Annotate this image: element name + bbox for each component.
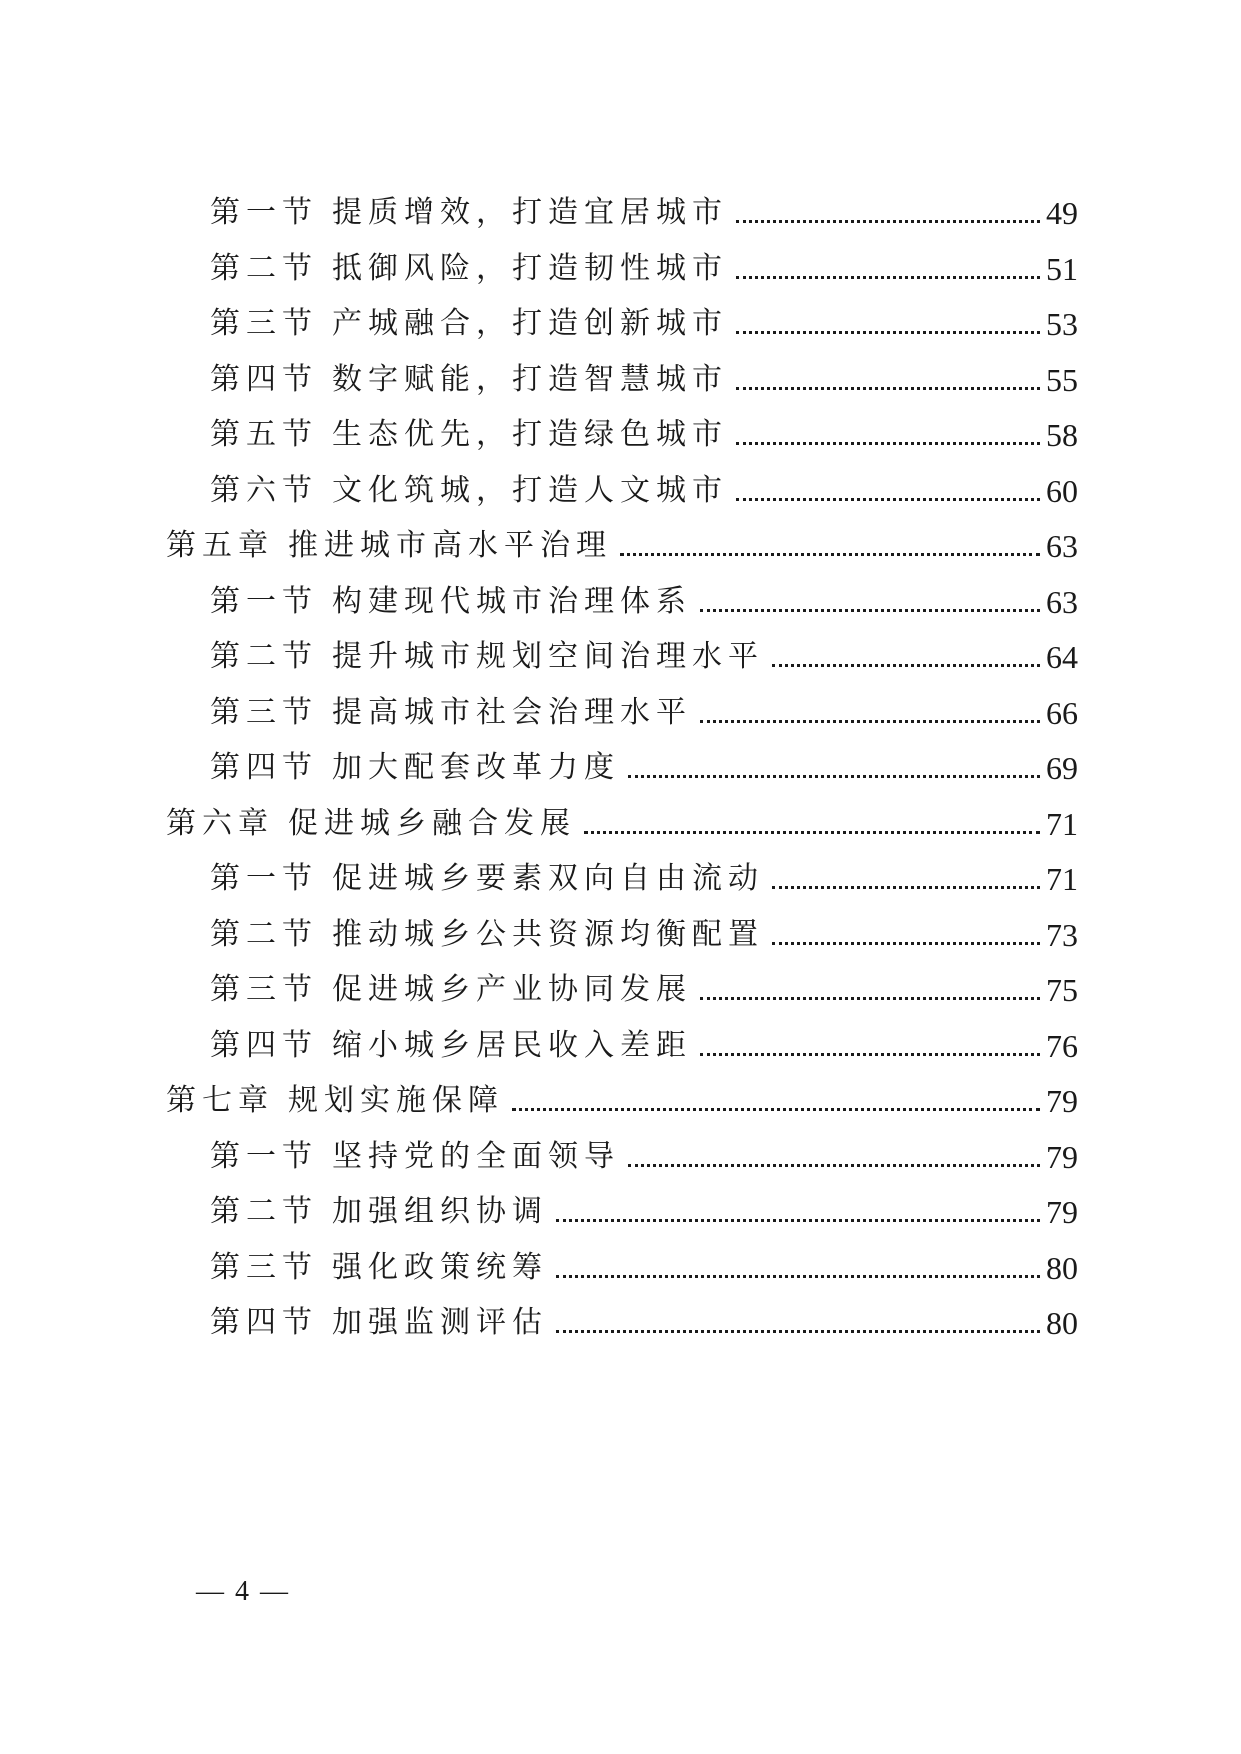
toc-dot-leader bbox=[556, 1219, 1040, 1222]
toc-page-number: 80 bbox=[1046, 1250, 1078, 1286]
toc-entry-label bbox=[210, 413, 728, 457]
toc-entry-number: 第一节 bbox=[210, 1139, 318, 1174]
toc-entry-label bbox=[210, 1301, 548, 1345]
toc-section-entry[interactable] bbox=[210, 1186, 1078, 1234]
toc-entry-title: 推进城市高水平治理 bbox=[288, 528, 612, 563]
toc-dot-leader bbox=[628, 775, 1040, 778]
toc-entry-title: 文化筑城，打造人文城市 bbox=[332, 473, 728, 508]
toc-entry-title: 构建现代城市治理体系 bbox=[332, 584, 692, 619]
toc-page-number: 60 bbox=[1046, 473, 1078, 509]
toc-entry-number: 第一节 bbox=[210, 584, 318, 619]
toc-section-entry[interactable] bbox=[210, 1131, 1078, 1179]
toc-entry-title: 加大配套改革力度 bbox=[332, 750, 620, 785]
toc-entry-label bbox=[210, 913, 764, 957]
toc-entry-number: 第三节 bbox=[210, 1250, 318, 1285]
toc-entry-label bbox=[210, 191, 728, 235]
toc-entry-title: 加强监测评估 bbox=[332, 1305, 548, 1340]
toc-entry-title: 抵御风险，打造韧性城市 bbox=[332, 251, 728, 286]
toc-section-entry[interactable] bbox=[210, 243, 1078, 291]
toc-section-entry[interactable] bbox=[210, 576, 1078, 624]
toc-entry-label bbox=[210, 1135, 620, 1179]
toc-entry-number: 第四节 bbox=[210, 1028, 318, 1063]
toc-entry-label bbox=[210, 469, 728, 513]
toc-page-number: 75 bbox=[1046, 972, 1078, 1008]
toc-entry-number: 第六节 bbox=[210, 473, 318, 508]
toc-entry-number: 第三节 bbox=[210, 695, 318, 730]
toc-entry-label bbox=[210, 1246, 548, 1290]
toc-section-entry[interactable] bbox=[210, 909, 1078, 957]
toc-dot-leader bbox=[772, 886, 1040, 889]
toc-entry-number: 第四节 bbox=[210, 1305, 318, 1340]
toc-page-number: 69 bbox=[1046, 750, 1078, 786]
toc-entry-number: 第三节 bbox=[210, 972, 318, 1007]
toc-section-entry[interactable] bbox=[210, 1242, 1078, 1290]
toc-section-entry[interactable] bbox=[210, 631, 1078, 679]
toc-entry-title: 规划实施保障 bbox=[288, 1083, 504, 1118]
toc-entry-number: 第五节 bbox=[210, 417, 318, 452]
toc-chapter-entry[interactable] bbox=[166, 1075, 1078, 1123]
toc-entry-number: 第一节 bbox=[210, 861, 318, 896]
toc-dot-leader bbox=[736, 442, 1040, 445]
toc-section-entry[interactable] bbox=[210, 964, 1078, 1012]
toc-page-number: 49 bbox=[1046, 195, 1078, 231]
toc-entry-label bbox=[166, 524, 612, 568]
toc-entry-title: 提升城市规划空间治理水平 bbox=[332, 639, 764, 674]
toc-entry-number: 第四节 bbox=[210, 362, 318, 397]
toc-entry-label bbox=[166, 1079, 504, 1123]
toc-section-entry[interactable] bbox=[210, 1297, 1078, 1345]
toc-entry-title: 促进城乡产业协同发展 bbox=[332, 972, 692, 1007]
toc-page-number: 64 bbox=[1046, 639, 1078, 675]
toc-page-number: 73 bbox=[1046, 917, 1078, 953]
toc-entry-title: 提高城市社会治理水平 bbox=[332, 695, 692, 730]
toc-section-entry[interactable] bbox=[210, 298, 1078, 346]
toc-entry-label bbox=[166, 802, 576, 846]
toc-dot-leader bbox=[736, 276, 1040, 279]
toc-entry-number: 第二节 bbox=[210, 251, 318, 286]
toc-section-entry[interactable] bbox=[210, 1020, 1078, 1068]
toc-entry-number: 第三节 bbox=[210, 306, 318, 341]
toc-entry-number: 第二节 bbox=[210, 917, 318, 952]
toc-entry-label bbox=[210, 1024, 692, 1068]
toc-entry-number: 第一节 bbox=[210, 195, 318, 230]
toc-entry-title: 促进城乡融合发展 bbox=[288, 806, 576, 841]
toc-entry-title: 加强组织协调 bbox=[332, 1194, 548, 1229]
toc-entry-label bbox=[210, 691, 692, 735]
toc-entry-label bbox=[210, 358, 728, 402]
toc-section-entry[interactable] bbox=[210, 187, 1078, 235]
toc-entry-title: 促进城乡要素双向自由流动 bbox=[332, 861, 764, 896]
toc-entry-title: 数字赋能，打造智慧城市 bbox=[332, 362, 728, 397]
toc-page-number: 80 bbox=[1046, 1305, 1078, 1341]
toc-entry-title: 产城融合，打造创新城市 bbox=[332, 306, 728, 341]
toc-entry-label bbox=[210, 247, 728, 291]
toc-page-number: 79 bbox=[1046, 1194, 1078, 1230]
toc-dot-leader bbox=[736, 220, 1040, 223]
toc-entry-number: 第二节 bbox=[210, 1194, 318, 1229]
toc-page-number: 71 bbox=[1046, 806, 1078, 842]
toc-entry-label bbox=[210, 857, 764, 901]
toc-entry-number: 第五章 bbox=[166, 528, 274, 563]
toc-section-entry[interactable] bbox=[210, 465, 1078, 513]
toc-page-number: 58 bbox=[1046, 417, 1078, 453]
toc-entry-title: 提质增效，打造宜居城市 bbox=[332, 195, 728, 230]
toc-dot-leader bbox=[772, 664, 1040, 667]
toc-entry-title: 推动城乡公共资源均衡配置 bbox=[332, 917, 764, 952]
toc-section-entry[interactable] bbox=[210, 409, 1078, 457]
toc-section-entry[interactable] bbox=[210, 853, 1078, 901]
toc-dot-leader bbox=[736, 387, 1040, 390]
toc-entry-number: 第四节 bbox=[210, 750, 318, 785]
toc-page-number: 63 bbox=[1046, 528, 1078, 564]
toc-entry-title: 强化政策统筹 bbox=[332, 1250, 548, 1285]
toc-entry-title: 缩小城乡居民收入差距 bbox=[332, 1028, 692, 1063]
toc-dot-leader bbox=[700, 609, 1040, 612]
toc-entry-label bbox=[210, 635, 764, 679]
toc-dot-leader bbox=[628, 1164, 1040, 1167]
toc-dot-leader bbox=[584, 831, 1040, 834]
toc-dot-leader bbox=[556, 1330, 1040, 1333]
toc-page-number: 63 bbox=[1046, 584, 1078, 620]
toc-section-entry[interactable] bbox=[210, 354, 1078, 402]
toc-dot-leader bbox=[620, 553, 1040, 556]
toc-dot-leader bbox=[556, 1275, 1040, 1278]
toc-dot-leader bbox=[700, 720, 1040, 723]
toc-entry-number: 第七章 bbox=[166, 1083, 274, 1118]
toc-entry-number: 第二节 bbox=[210, 639, 318, 674]
toc-entry-label bbox=[210, 580, 692, 624]
toc-dot-leader bbox=[700, 997, 1040, 1000]
page-number: — 4 — bbox=[196, 1576, 290, 1607]
toc-dot-leader bbox=[512, 1108, 1040, 1111]
toc-dot-leader bbox=[772, 942, 1040, 945]
toc-page-number: 71 bbox=[1046, 861, 1078, 897]
toc-page-number: 79 bbox=[1046, 1139, 1078, 1175]
toc-page-number: 55 bbox=[1046, 362, 1078, 398]
toc-chapter-entry[interactable] bbox=[166, 798, 1078, 846]
toc-chapter-entry[interactable] bbox=[166, 520, 1078, 568]
toc-entry-title: 坚持党的全面领导 bbox=[332, 1139, 620, 1174]
toc-entry-label bbox=[210, 746, 620, 790]
toc-section-entry[interactable] bbox=[210, 742, 1078, 790]
toc-page-number: 76 bbox=[1046, 1028, 1078, 1064]
toc-dot-leader bbox=[736, 331, 1040, 334]
toc-entry-number: 第六章 bbox=[166, 806, 274, 841]
toc-page-number: 51 bbox=[1046, 251, 1078, 287]
toc-section-entry[interactable] bbox=[210, 687, 1078, 735]
toc-dot-leader bbox=[700, 1053, 1040, 1056]
toc-dot-leader bbox=[736, 498, 1040, 501]
toc-entry-label bbox=[210, 302, 728, 346]
toc-page-number: 53 bbox=[1046, 306, 1078, 342]
toc-page-number: 66 bbox=[1046, 695, 1078, 731]
toc-page-number: 79 bbox=[1046, 1083, 1078, 1119]
toc-entry-label bbox=[210, 1190, 548, 1234]
toc-entry-title: 生态优先，打造绿色城市 bbox=[332, 417, 728, 452]
toc-entry-label bbox=[210, 968, 692, 1012]
